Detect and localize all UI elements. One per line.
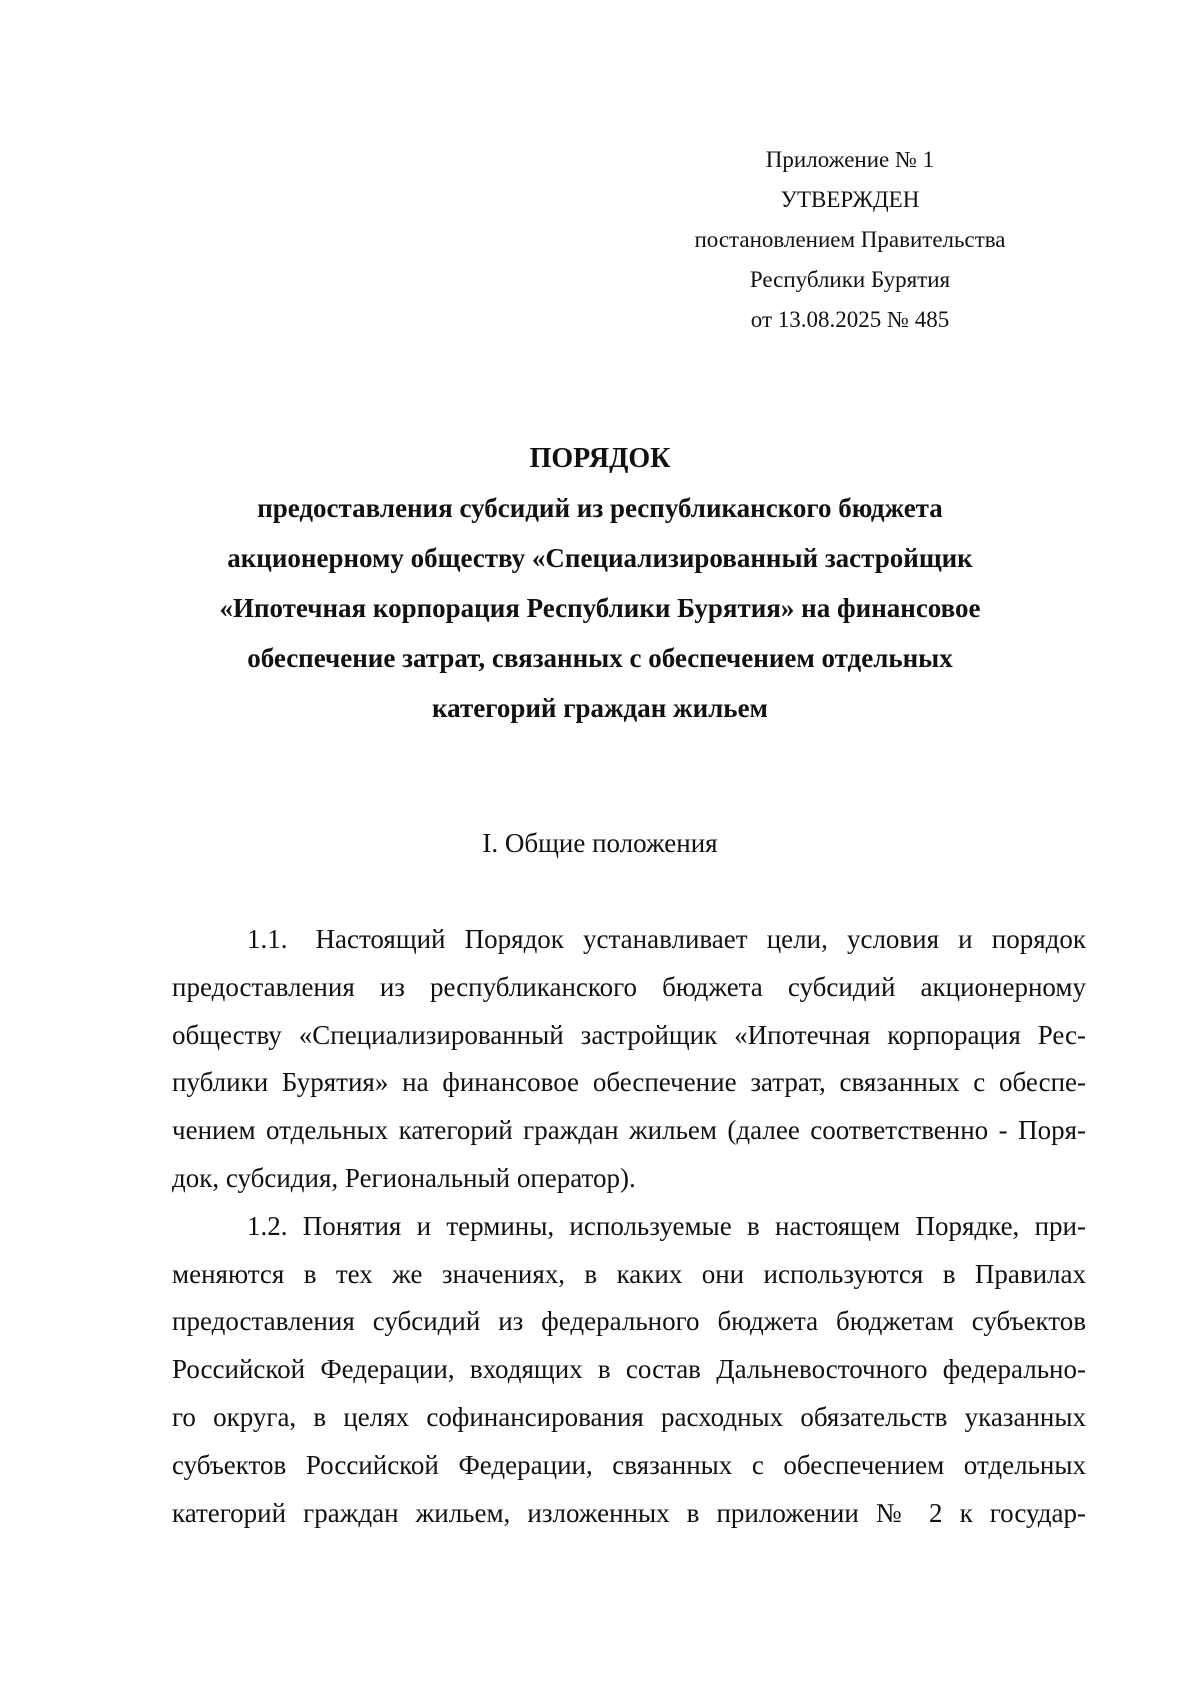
paragraph-line: 1.2. Понятия и термины, используемые в настоящем Порядке, при- <box>247 1210 1086 1241</box>
paragraph-line: предоставления из республиканского бюджета субсидий акционерному <box>172 971 1086 1002</box>
paragraph-line <box>172 916 1086 964</box>
paragraph-line: обществу «Специализированный застройщик «Ипотечная корпорация Рес- <box>172 1019 1086 1050</box>
paragraph-line: категорий граждан жильем, изложенных в приложении № 2 к государ- <box>172 1497 1086 1528</box>
approval-authority-line1: постановлением Правительства <box>694 227 1006 252</box>
section-heading: I. Общие положения <box>482 828 718 858</box>
paragraph-line: Российской Федерации, входящих в состав Дальневосточного федерально- <box>172 1354 1086 1385</box>
paragraph-number: 1.1. <box>247 924 288 954</box>
paragraph-line: чением отдельных категорий граждан жильем (далее соответственно - Поря- <box>172 1115 1086 1146</box>
appendix-number: Приложение № 1 <box>765 147 935 172</box>
approval-authority-line2: Республики Бурятия <box>749 267 951 292</box>
document-subtitle <box>150 483 1050 733</box>
subtitle-line: предоставления субсидий из республиканского бюджета <box>257 493 943 523</box>
subtitle-line: обеспечение затрат, связанных с обеспечением отдельных <box>247 643 953 673</box>
paragraph-line: док, субсидия, Региональный оператор). <box>172 1162 636 1193</box>
approved-stamp: УТВЕРЖДЕН <box>780 187 920 212</box>
paragraph-line: меняются в тех же значениях, в каких они используются в Правилах <box>172 1258 1086 1289</box>
paragraph-line: го округа, в целях софинансирования расходных обязательств указанных <box>172 1401 1086 1432</box>
subtitle-line: акционерному обществу «Специализированный застройщик <box>227 543 973 573</box>
paragraph-line: субъектов Российской Федерации, связанных с обеспечением отдельных <box>172 1449 1086 1480</box>
subtitle-line: «Ипотечная корпорация Республики Бурятия» на финансовое <box>219 593 981 623</box>
subtitle-line: категорий граждан жильем <box>432 693 768 723</box>
document-title: ПОРЯДОК <box>529 443 671 474</box>
paragraph-line: публики Бурятия» на финансовое обеспечение затрат, связанных с обеспе- <box>172 1067 1086 1098</box>
paragraph-line: предоставления субсидий из федерального бюджета бюджетам субъектов <box>172 1306 1086 1337</box>
paragraph-line-text: Настоящий Порядок устанавливает цели, условия и порядок <box>315 924 1086 954</box>
body-text <box>172 916 1086 1537</box>
approval-block <box>640 140 1060 340</box>
approval-date-number: от 13.08.2025 № 485 <box>750 307 950 332</box>
